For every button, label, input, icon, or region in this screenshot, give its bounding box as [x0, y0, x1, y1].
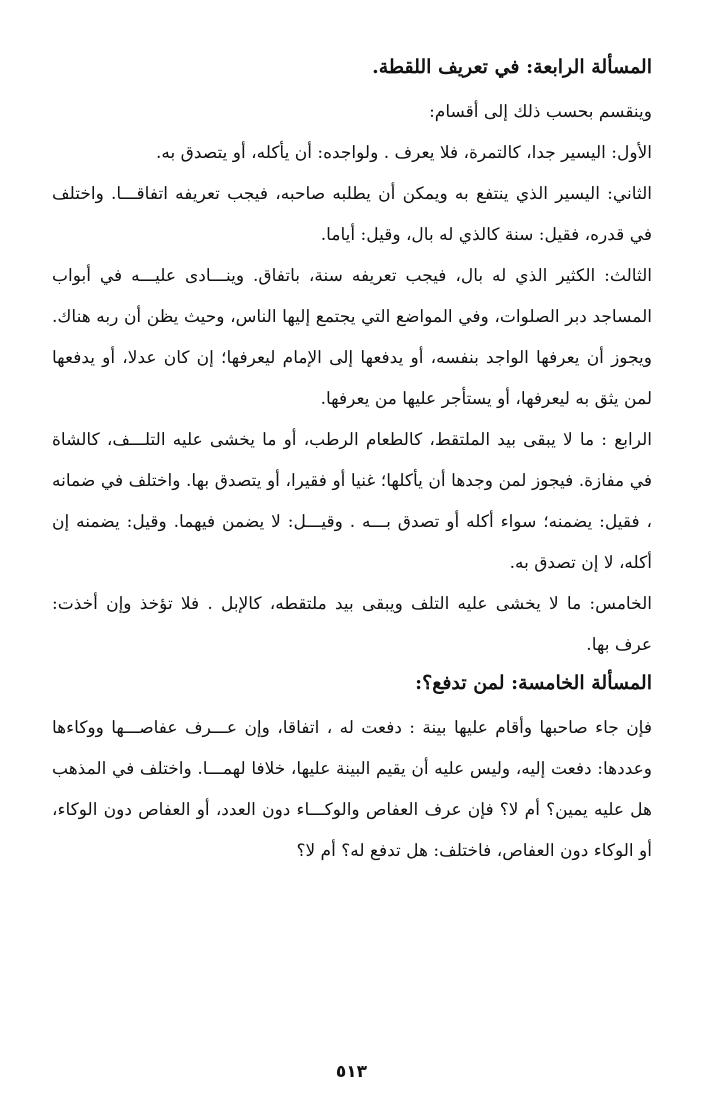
paragraph-second: الثاني: اليسير الذي ينتفع به ويمكن أن يطلبه صاحبه، فيجب تعريفه اتفاقـــا. واختلف في قدره، فقيل: سنة كالذي له بال، وقيل: أياما. [52, 184, 652, 245]
page-number: ٥١٣ [335, 1062, 368, 1082]
paragraph-fourth: الرابع : ما لا يبقى بيد الملتقط، كالطعام الرطب، أو ما يخشى عليه التلـــف، كالشاة في مفازة. فيجوز لمن وجدها أن يأكلها؛ غنيا أو فقيرا، أو يتصدق بها. واختلف في ضمانه ، فقيل: يضمنه؛ سواء أكله أو تصدق بـــه . وقيـــل: لا يضمن فيهما. وقيل: يضمنه إن أكله، لا إن تصدق به. [52, 430, 652, 573]
section-5-title: المسألة الخامسة: [511, 672, 652, 694]
book-page [52, 50, 652, 1050]
section-5-heading [52, 666, 652, 700]
paragraph-intro: وينقسم بحسب ذلك إلى أقسام: [429, 102, 652, 122]
section-5-subtitle: لمن تدفع؟: [415, 672, 505, 694]
paragraph-fifth: الخامس: ما لا يخشى عليه التلف ويبقى بيد ملتقطه، كالإبل . فلا تؤخذ وإن أخذت: عرف بها. [52, 594, 652, 655]
paragraph-owner-claim: فإن جاء صاحبها وأقام عليها بينة : دفعت له ، اتفاقا، وإن عـــرف عفاصـــها ووكاءها وعددها: دفعت إليه، وليس عليه أن يقيم البينة عليها، خلافا لهمـــا. واختلف في المذهب هل عليه يمين؟ أم لا؟ فإن عرف العفاص والوكـــاء دون العدد، أو العفاص دون الوكاء، أو الوكاء دون العفاص، فاختلف: هل تدفع له؟ أم لا؟ [52, 718, 652, 861]
paragraph-third: الثالث: الكثير الذي له بال، فيجب تعريفه سنة، باتفاق. وينـــادى عليـــه في أبواب المساجد دبر الصلوات، وفي المواضع التي يجتمع إليها الناس، وحيث يظن أن ربه هناك. ويجوز أن يعرفها الواجد بنفسه، أو يدفعها إلى الإمام ليعرفها؛ إن كان عدلا، أو يدفعها لمن يثق به ليعرفها، أو يستأجر عليها من يعرفها. [52, 266, 652, 409]
section-4-subtitle: في تعريف اللقطة. [372, 56, 520, 78]
paragraph-first: الأول: اليسير جدا، كالتمرة، فلا يعرف . ولواجده: أن يأكله، أو يتصدق به. [156, 143, 652, 163]
section-4-heading [52, 50, 652, 84]
section-4-title: المسألة الرابعة: [526, 56, 652, 78]
